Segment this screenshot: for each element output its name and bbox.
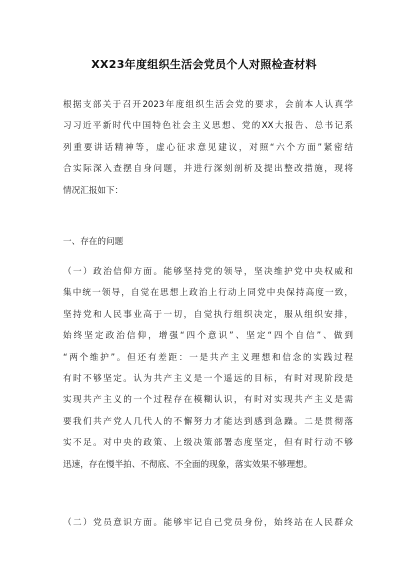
text-line: （一）政治信仰方面。能够坚持党的领导，坚决维护党中央权威和 (63, 267, 353, 277)
text-line: 坚持党和人民事业高于一切，自觉执行组织决定，服从组织安排， (63, 309, 353, 320)
text-line: 列重要讲话精神等，虚心征求意见建议，对照“六个方面”紧密结 (63, 142, 353, 153)
intro-paragraph (63, 95, 353, 202)
text-line: 始终坚定政治信仰，增强“四个意识”、坚定“四个自信”、做到 (63, 331, 353, 342)
text-line: “两个维护”。但还有差距：一是共产主义理想和信念的实践过程 (63, 352, 353, 363)
text-line: 要我们共产党人几代人的不懈努力才能达到感到急躁。二是贯彻落 (63, 416, 353, 427)
text-line: 根据支部关于召开2023年度组织生活会党的要求，会前本人认真学 (63, 100, 353, 110)
item-2-paragraph (63, 513, 353, 534)
text-line: 集中统一领导，自觉在思想上政治上行动上同党中央保持高度一致， (63, 288, 353, 299)
text-line: 合实际深入查摆自身问题，并进行深刻剖析及提出整改措施，现将 (63, 164, 353, 175)
text-line: （二）党员意识方面。能够牢记自己党员身份，始终站在人民群众 (63, 518, 353, 528)
text-line: 情况汇报如下： (63, 185, 124, 196)
document-title: XX23年度组织生活会党员个人对照检查材料 (91, 58, 317, 71)
text-line: 实不足。对中央的政策、上级决策部署态度坚定，但有时行动不够 (63, 438, 353, 449)
item-1-paragraph (63, 262, 353, 476)
text-line: 实现共产主义的一个过程存在模糊认识，有时对实现共产主义是需 (63, 395, 353, 406)
section-heading: 一、存在的问题 (63, 237, 124, 247)
text-line: 迅速，存在慢半拍、不彻底、不全面的现象，落实效果不够理想。 (63, 459, 313, 470)
text-line: 习习近平新时代中国特色社会主义思想、党的XX大报告、总书记系 (63, 121, 353, 132)
text-line: 有时不够坚定。认为共产主义是一个遥远的目标，有时对现阶段是 (63, 374, 353, 385)
